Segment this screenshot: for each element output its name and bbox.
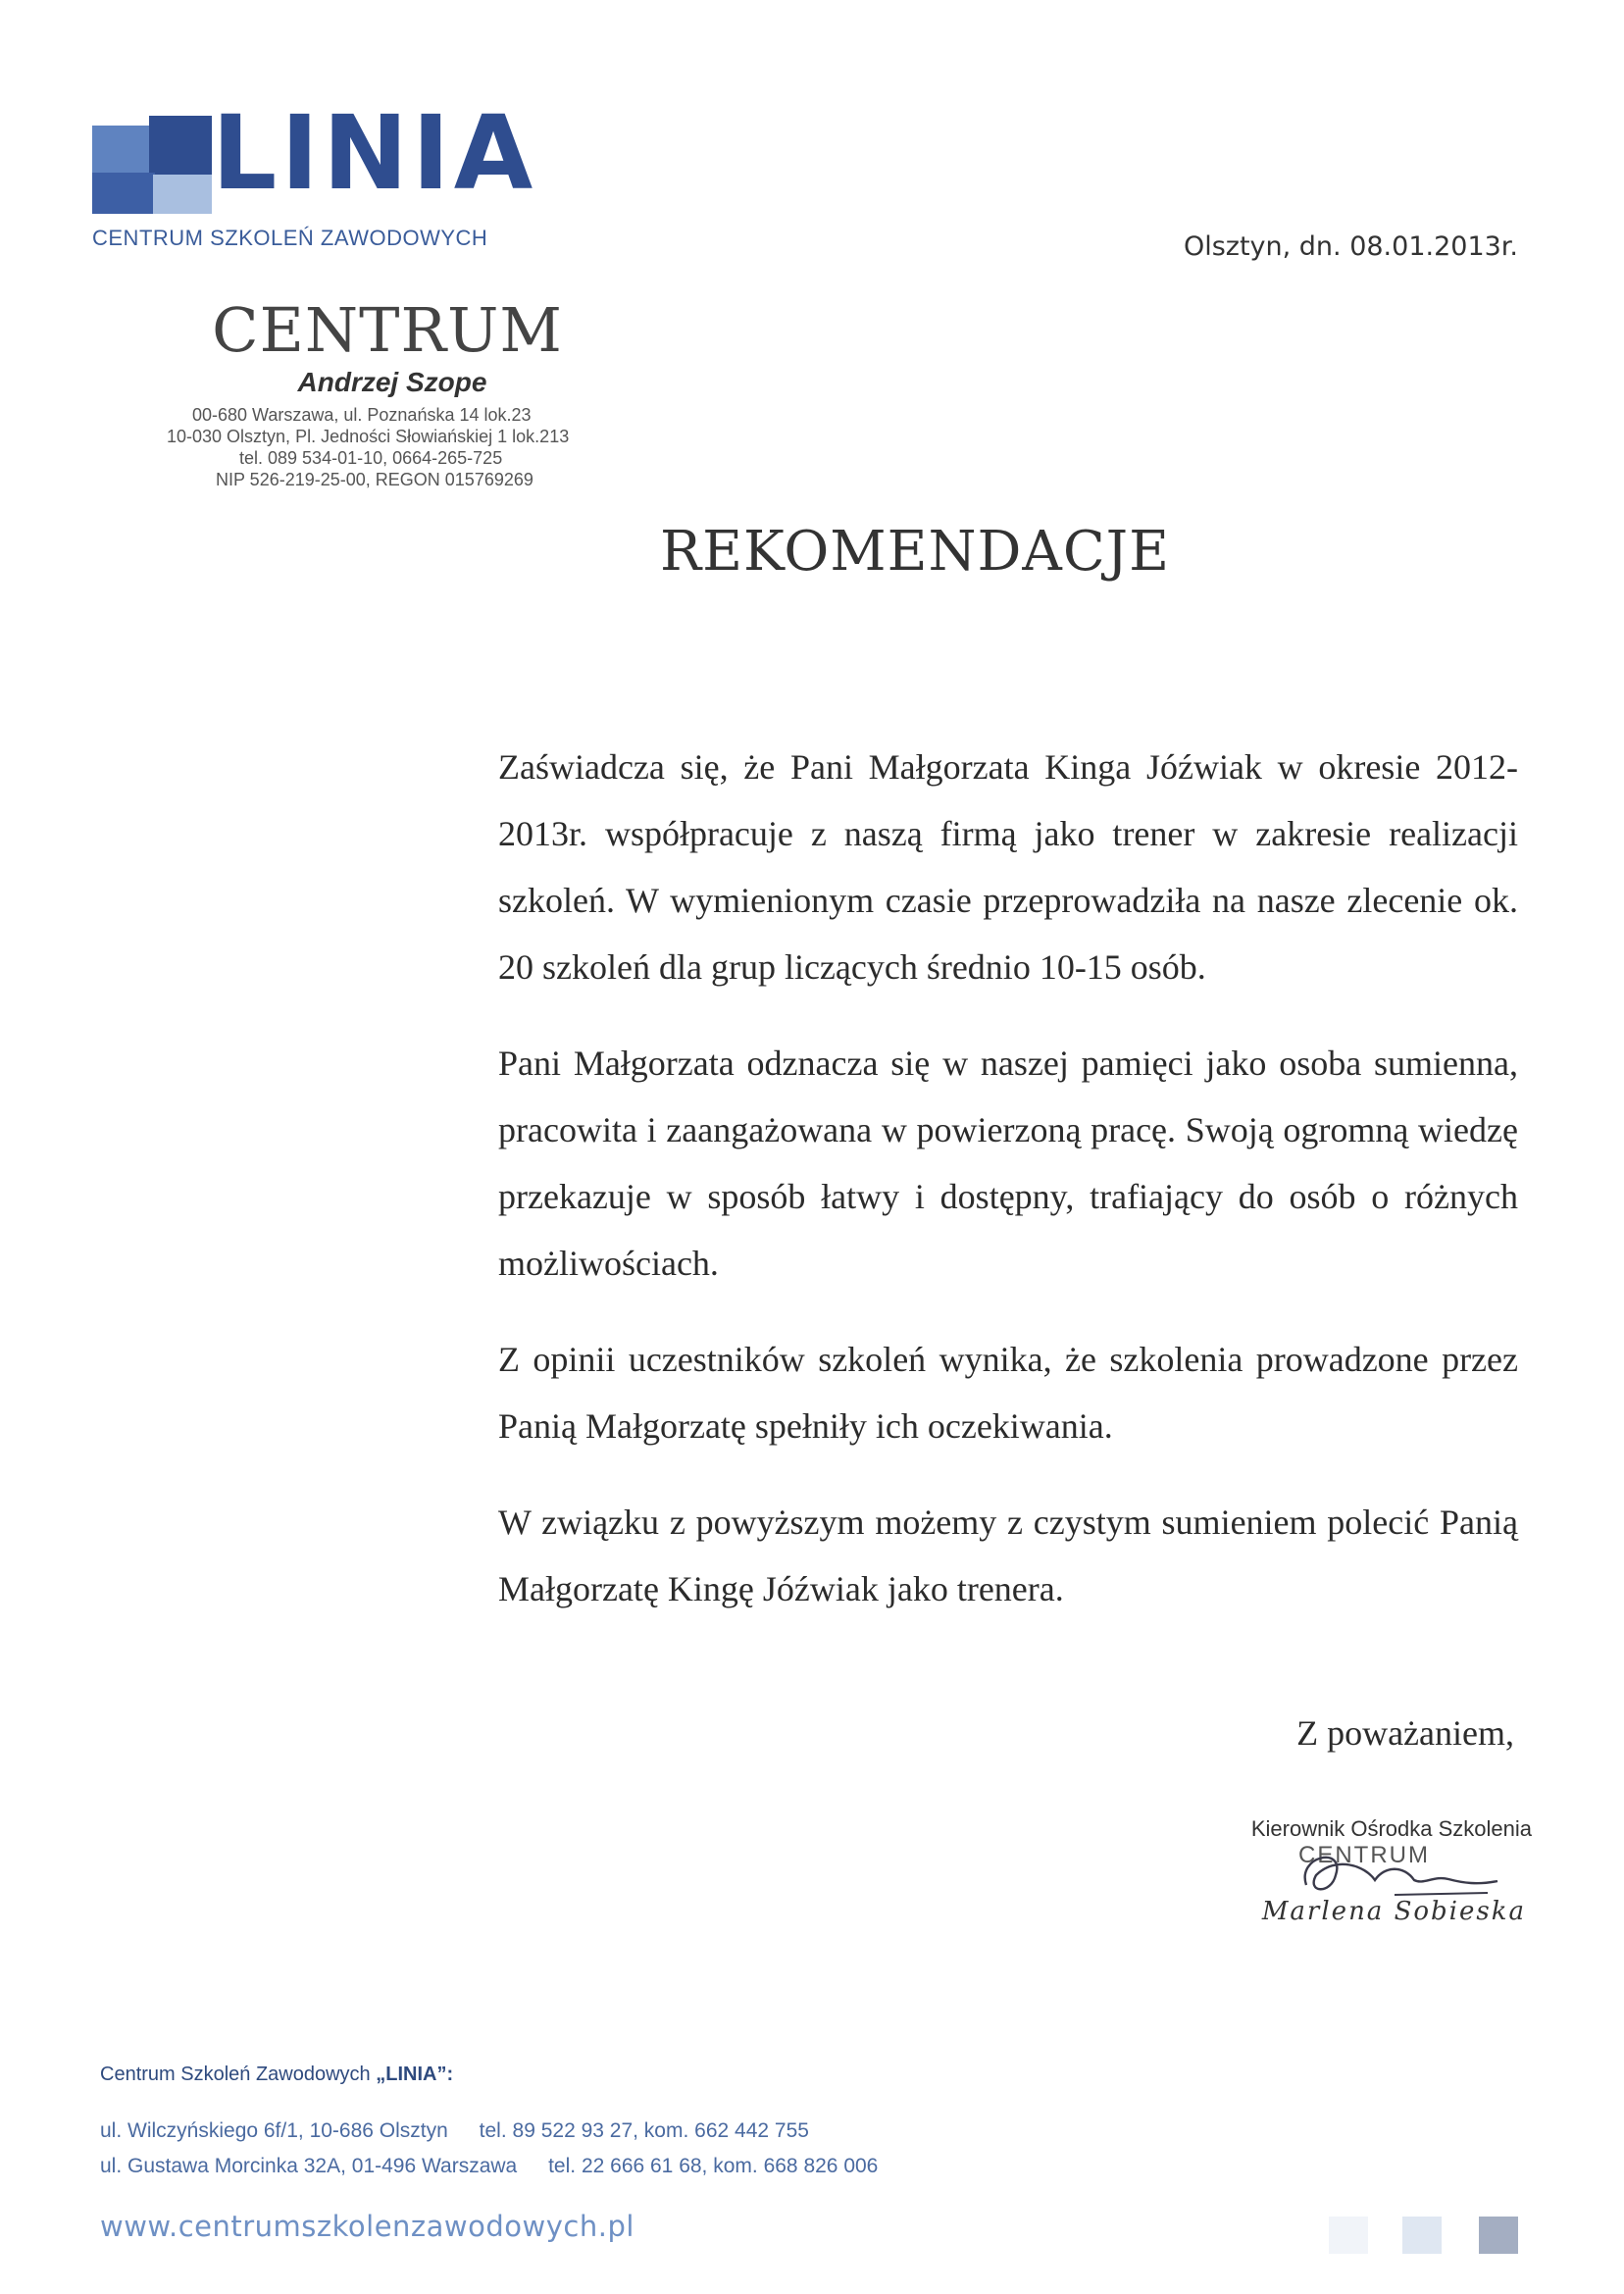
footer-address: ul. Wilczyńskiego 6f/1, 10-686 Olsztyn <box>100 2119 448 2142</box>
stamp-tax-line: NIP 526-219-25-00, REGON 015769269 <box>216 470 533 489</box>
logo-subtitle: CENTRUM SZKOLEŃ ZAWODOWYCH <box>92 226 488 250</box>
footer-contact-row <box>100 2149 1522 2184</box>
footer-phone: tel. 22 666 61 68, kom. 668 826 006 <box>548 2155 879 2177</box>
signature-block <box>1208 1807 1532 1934</box>
handwritten-signature-icon <box>1277 1836 1512 1905</box>
body-paragraph: Pani Małgorzata odznacza się w naszej pamięci jako osoba sumienna, pracowita i zaangażowana w powierzoną pracę. Swoją ogromną wiedzę przekazuje w sposób łatwy i dostępny, trafiający do osób o różnych możliwościach. <box>498 1044 1518 1283</box>
footer-phone: tel. 89 522 93 27, kom. 662 442 755 <box>479 2119 809 2142</box>
decorative-square-icon <box>1479 2217 1518 2254</box>
body-paragraph: Zaświadcza się, że Pani Małgorzata Kinga Jóźwiak w okresie 2012-2013r. współpracuje z naszą firmą jako trener w zakresie realizacji szkoleń. W wymienionym czasie przeprowadziła na nasze zlecenie ok. 20 szkoleń dla grup liczących średnio 10-15 osób. <box>498 747 1518 987</box>
closing-salutation: Z poważaniem, <box>1296 1713 1514 1753</box>
logo-squares-icon <box>92 116 220 214</box>
page-footer <box>100 2064 1522 2243</box>
footer-address: ul. Gustawa Morcinka 32A, 01-496 Warszawa <box>100 2155 518 2177</box>
footer-contact-row <box>100 2114 1522 2149</box>
body-paragraph: W związku z powyższym możemy z czystym sumieniem polecić Panią Małgorzatę Kingę Jóźwiak jako trenera. <box>498 1503 1518 1608</box>
document-heading: REKOMENDACJE <box>659 520 1171 584</box>
document-date: Olsztyn, dn. 08.01.2013r. <box>1183 231 1518 262</box>
footer-website-link[interactable]: www.centrumszkolenzawodowych.pl <box>100 2210 634 2243</box>
document-body <box>498 734 1518 1652</box>
footer-company-prefix: Centrum Szkoleń Zawodowych <box>100 2064 377 2085</box>
stamp-title: CENTRUM <box>212 294 563 366</box>
decorative-square-icon <box>1402 2217 1442 2254</box>
stamp-phone-line: tel. 089 534-01-10, 0664-265-725 <box>239 448 503 468</box>
company-stamp <box>157 294 618 490</box>
signatory-organization: CENTRUM <box>1298 1842 1430 1868</box>
stamp-owner-name: Andrzej Szope <box>297 367 487 397</box>
body-paragraph: Z opinii uczestników szkoleń wynika, że szkolenia prowadzone przez Panią Małgorzatę spełniły ich oczekiwania. <box>498 1340 1518 1446</box>
stamp-address-line: 00-680 Warszawa, ul. Poznańska 14 lok.23 <box>192 405 532 425</box>
footer-company-name: „LINIA”: <box>376 2064 454 2085</box>
signatory-role: Kierownik Ośrodka Szkolenia <box>1250 1816 1532 1841</box>
footer-company <box>100 2064 1522 2086</box>
company-logo <box>92 93 537 253</box>
decorative-square-icon <box>1329 2217 1368 2254</box>
signatory-name: Marlena Sobieska <box>1261 1897 1526 1926</box>
logo-wordmark: LINIA <box>212 93 537 213</box>
stamp-address-line: 10-030 Olsztyn, Pl. Jedności Słowiańskiej 1 lok.213 <box>167 427 570 446</box>
